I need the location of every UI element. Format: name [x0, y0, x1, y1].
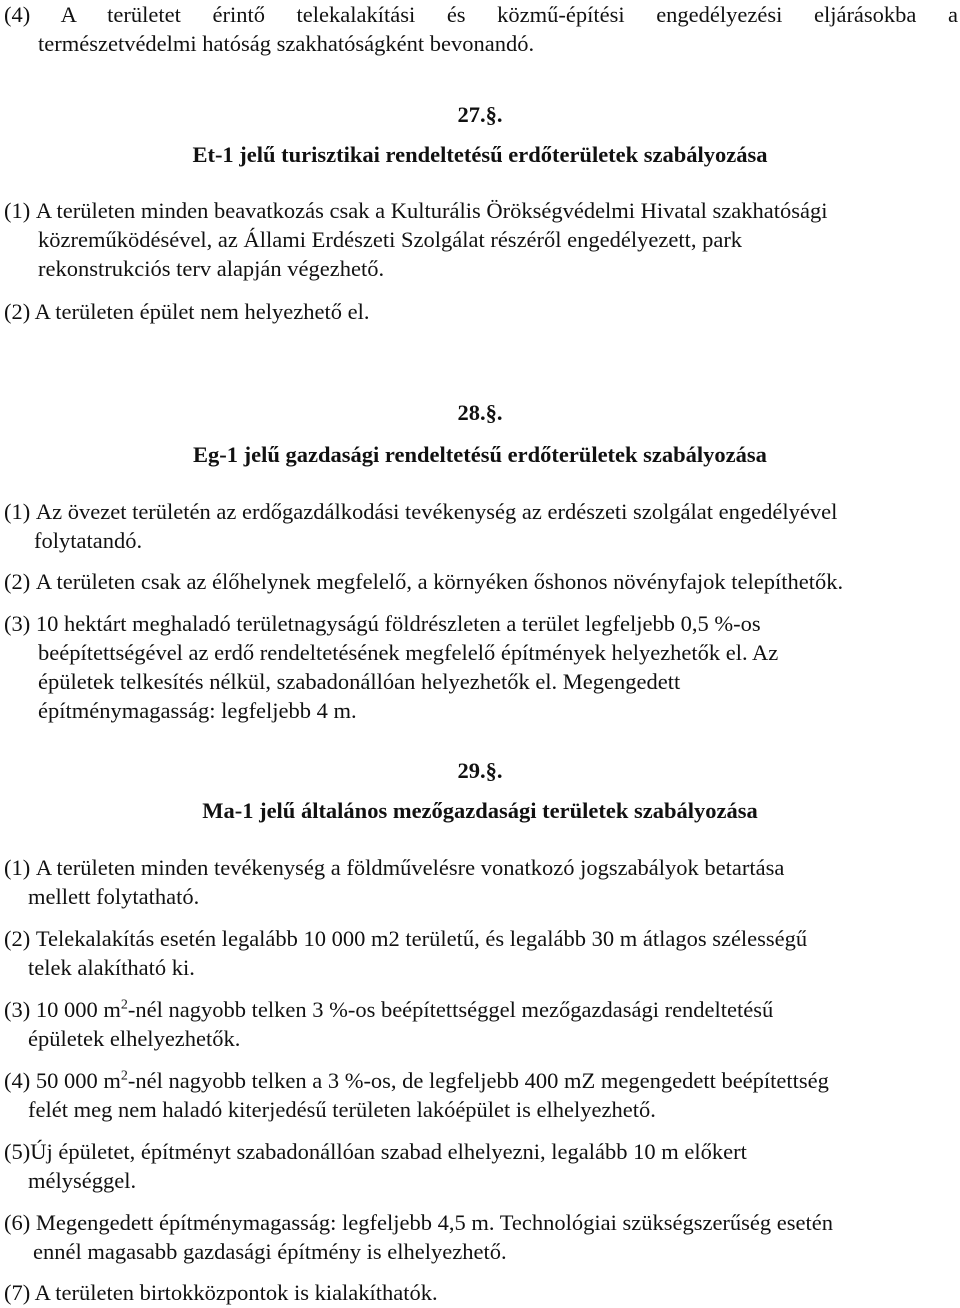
s29-paragraph-4: (4) 50 000 $m^2$-nél nagyobb telken a 3 %-os, de legfeljebb 400 mZ megengedett beépítettség [4, 1068, 829, 1093]
s29-p5-line-2: mélységgel. [28, 1168, 137, 1193]
s28-paragraph-2: (2) A területen csak az élőhelynek megfelelő, a környéken őshonos növényfajok telepíthetők. [4, 569, 844, 594]
s29-paragraph-7: (7) A területen birtokközpontok is kialakíthatók. [4, 1280, 438, 1305]
s29-p3-line-2: épületek elhelyezhetők. [28, 1026, 241, 1051]
section-29-number: 29.§. [457, 758, 503, 783]
section-28-title: Eg-1 jelű gazdasági rendeltetésű erdőterületek szabályozása [193, 442, 767, 467]
s29-paragraph-5: (5) Új épületet, építményt szabadonállóan szabad elhelyezni, legalább 10 m előkert [4, 1139, 747, 1164]
s27-p1-line-2: közreműködésével, az Állami Erdészeti Szolgálat részéről engedélyezett, park [38, 227, 743, 252]
paragraph-number: (3) [4, 997, 36, 1022]
paragraph-number: (2) [4, 926, 36, 951]
s29-p4-line-2: felét meg nem haladó kiterjedésű területen lakóépület is elhelyezhető. [28, 1097, 656, 1122]
s28-p3-line-3: épületek telkesítés nélkül, szabadonállóan helyezhetők el. Megengedett [38, 669, 681, 694]
paragraph-number: (1) [4, 198, 36, 223]
paragraph-number: (3) [4, 611, 36, 636]
paragraph-number: (1) [4, 499, 36, 524]
s29-p1-line-2: mellett folytatható. [28, 884, 200, 909]
paragraph-number: (2) [4, 569, 36, 594]
intro-line-2: természetvédelmi hatóság szakhatóságként bevonandó. [38, 31, 535, 56]
paragraph-number: (6) [4, 1210, 36, 1235]
paragraph-number: (1) [4, 855, 36, 880]
s27-p1-line-1: A területen minden beavatkozás csak a Kulturális Örökségvédelmi Hivatal szakhatósági [35, 198, 828, 223]
s29-p2-line-2: telek alakítható ki. [28, 955, 195, 980]
s28-p1-line-1: Az övezet területén az erdőgazdálkodási tevékenység az erdészeti szolgálat engedélyével [35, 499, 838, 524]
s29-p6-line-2: ennél magasabb gazdasági építmény is elhelyezhető. [33, 1239, 507, 1264]
s29-paragraph-2: (2) Telekalakítás esetén legalább 10 000 m2 területű, és legalább 30 m átlagos szélességű [4, 926, 808, 951]
s28-paragraph-3: (3) 10 hektárt meghaladó területnagyságú földrészleten a terület legfeljebb 0,5 %-os [4, 611, 761, 636]
paragraph-number: (5) [4, 1139, 31, 1164]
section-28-number: 28.§. [457, 400, 503, 425]
section-27-number: 27.§. [457, 102, 503, 127]
section-27-title: Et-1 jelű turisztikai rendeltetésű erdőterületek szabályozása [192, 142, 768, 167]
s27-p1-line-3: rekonstrukciós terv alapján végezhető. [38, 256, 385, 281]
section-29-title: Ma-1 jelű általános mezőgazdasági területek szabályozása [202, 798, 758, 823]
s27-paragraph-1 [4, 196, 958, 225]
s29-paragraph-6: (6) Megengedett építménymagasság: legfeljebb 4,5 m. Technológiai szükségszerűség esetén [4, 1210, 834, 1235]
paragraph-number: (4) [4, 1068, 36, 1093]
s27-paragraph-2: (2) A területen épület nem helyezhető el. [4, 299, 370, 324]
s29-paragraph-3: (3) 10 000 $m^2$-nél nagyobb telken 3 %-os beépítettséggel mezőgazdasági rendeltetésű [4, 997, 774, 1022]
s29-paragraph-1: (1) A területen minden tevékenység a földművelésre vonatkozó jogszabályok betartása [4, 855, 785, 880]
s28-p3-line-2: beépítettségével az erdő rendeltetésének megfelelő építmények helyezhetők el. Az [38, 640, 779, 665]
s28-p1-line-2: folytatandó. [34, 528, 143, 553]
s28-paragraph-1 [4, 497, 958, 526]
s28-p3-line-4: építménymagasság: legfeljebb 4 m. [38, 698, 357, 723]
intro-line-1: (4) A területet érintő telekalakítási és közmű-építési engedélyezési eljárásokba a [4, 2, 958, 27]
